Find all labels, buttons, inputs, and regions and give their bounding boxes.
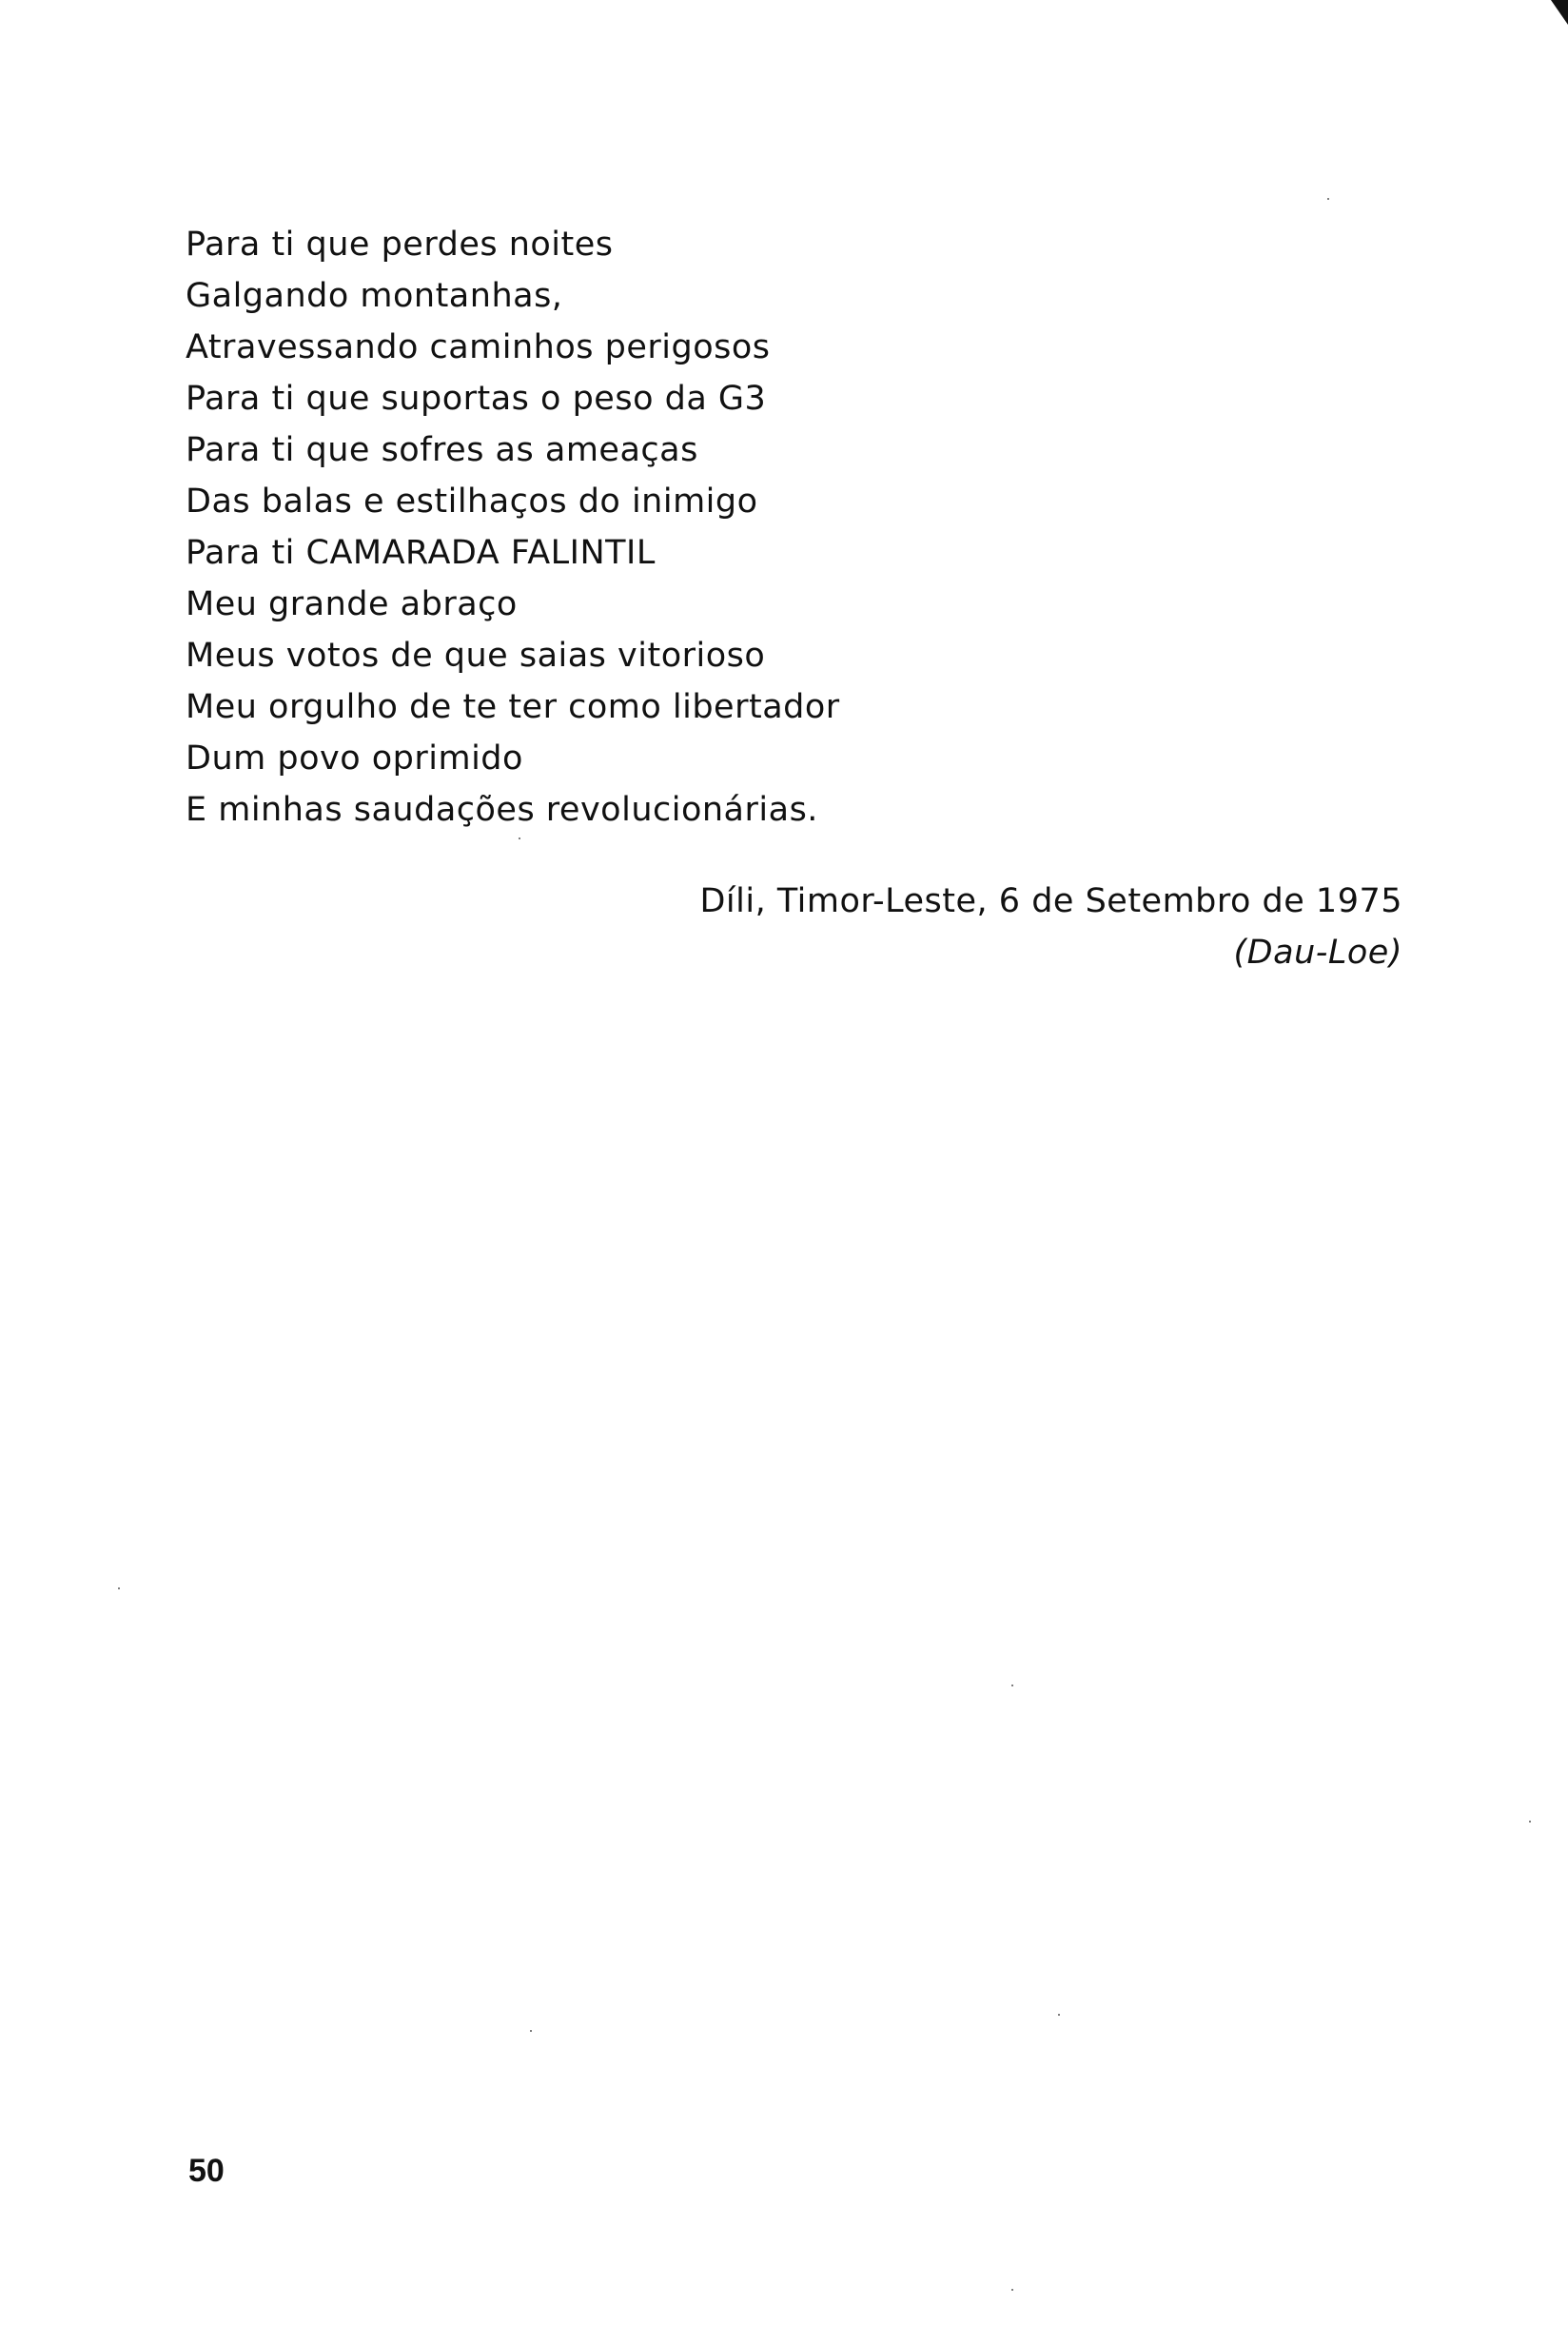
scan-speck [1011, 1685, 1013, 1686]
poem-line: Para ti que suportas o peso da G3 [186, 380, 767, 418]
scan-speck [1011, 2289, 1013, 2291]
poem-line: Meu grande abraço [186, 585, 518, 623]
poem-line: Meu orgulho de te ter como libertador [186, 688, 840, 726]
scan-speck [1058, 2014, 1060, 2016]
scan-speck [530, 2030, 532, 2032]
scan-speck [118, 1587, 120, 1589]
poem-line: Das balas e estilhaços do inimigo [186, 483, 758, 521]
poem-line: Para ti que sofres as ameaças [186, 431, 698, 469]
poem-line: Galgando montanhas, [186, 277, 563, 315]
page-number: 50 [188, 2153, 225, 2189]
scan-speck [1327, 198, 1329, 200]
poem-line: Para ti CAMARADA FALINTIL [186, 534, 656, 572]
poem [186, 219, 840, 836]
signature-block [699, 876, 1402, 978]
scan-speck [519, 838, 520, 839]
scan-speck [1529, 1821, 1531, 1823]
corner-mark [1551, 0, 1568, 25]
poem-line: Dum povo oprimido [186, 739, 523, 778]
place-date: Díli, Timor-Leste, 6 de Setembro de 1975 [699, 882, 1402, 920]
poem-line: E minhas saudações revolucionárias. [186, 791, 818, 829]
author-name: (Dau-Loe) [1233, 934, 1402, 972]
poem-line: Meus votos de que saias vitorioso [186, 637, 766, 675]
poem-line: Atravessando caminhos perigosos [186, 328, 771, 366]
poem-line: Para ti que perdes noites [186, 226, 614, 264]
